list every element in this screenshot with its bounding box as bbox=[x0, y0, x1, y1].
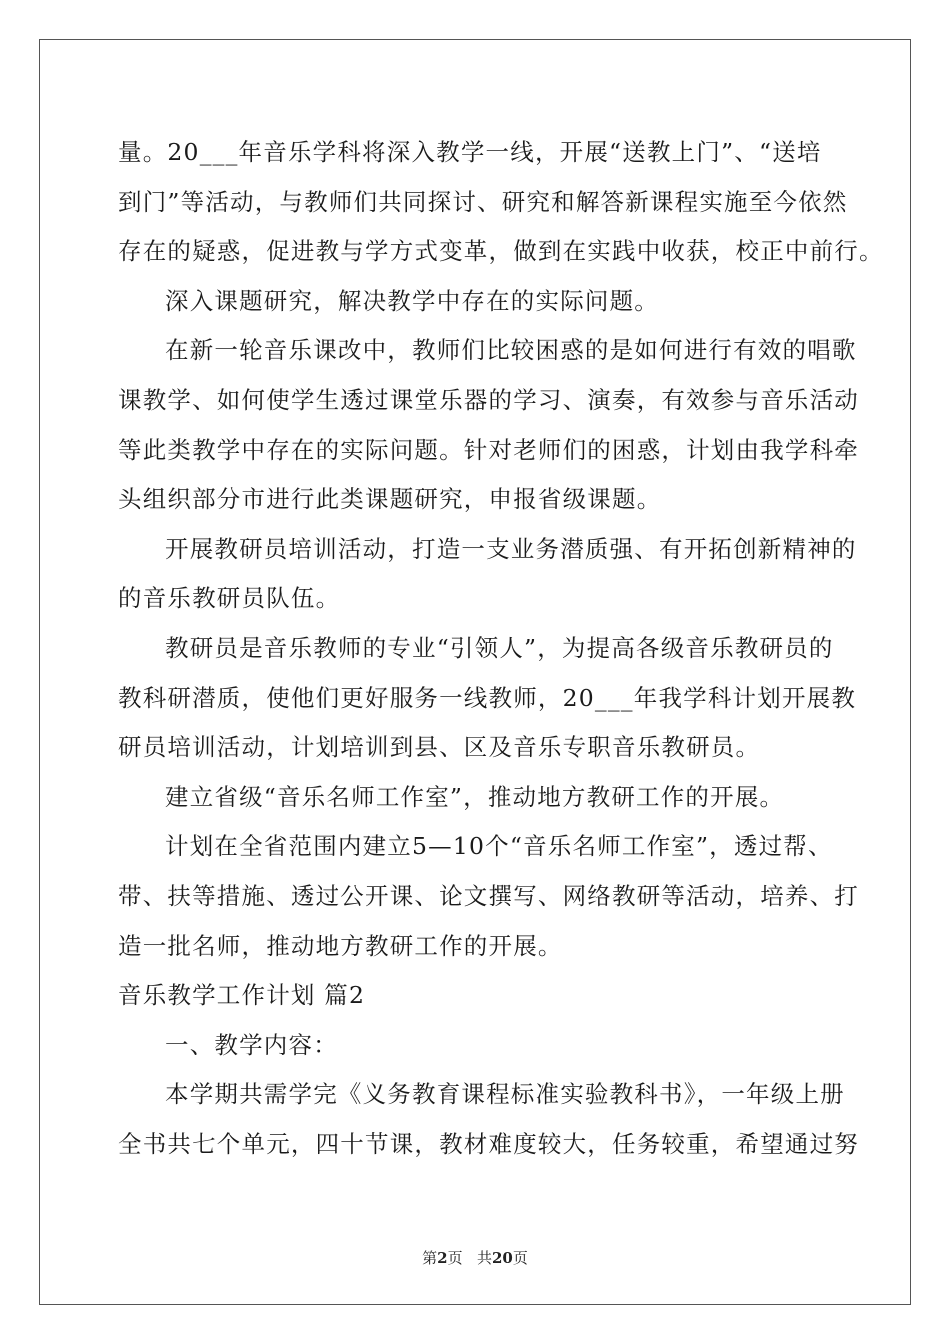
text-line-15: 计划在全省范围内建立5—10个“音乐名师工作室”，透过帮、 bbox=[165, 832, 833, 861]
footer-total-pages: 20 bbox=[491, 1249, 513, 1267]
text-line-2: 到门”等活动，与教师们共同探讨、研究和解答新课程实施至今依然 bbox=[118, 187, 848, 216]
article-title: 音乐教学工作计划 篇2 bbox=[118, 981, 366, 1010]
document-body bbox=[118, 128, 884, 1169]
text-line-11: 教研员是音乐教师的专业“引领人”，为提高各级音乐教研员的 bbox=[165, 633, 834, 662]
section-heading-research: 深入课题研究，解决教学中存在的实际问题。 bbox=[165, 286, 659, 315]
footer-page-suffix: 页 bbox=[447, 1249, 463, 1267]
text-line-5: 在新一轮音乐课改中，教师们比较困惑的是如何进行有效的唱歌 bbox=[165, 336, 857, 365]
text-line-1: 量。20___年音乐学科将深入教学一线，开展“送教上门”、“送培 bbox=[118, 138, 822, 166]
footer-prefix: 第 bbox=[422, 1249, 438, 1267]
footer-total-suffix: 页 bbox=[512, 1249, 528, 1267]
page-footer bbox=[0, 1247, 950, 1268]
footer-total-prefix: 共 bbox=[476, 1249, 492, 1267]
text-line-10: 的音乐教研员队伍。 bbox=[118, 584, 341, 613]
section-heading-training: 开展教研员培训活动，打造一支业务潜质强、有开拓创新精神的 bbox=[165, 534, 857, 563]
section-heading-studio: 建立省级“音乐名师工作室”，推动地方教研工作的开展。 bbox=[165, 782, 785, 811]
text-line-3: 存在的疑惑，促进教与学方式变革，做到在实践中收获，校正中前行。 bbox=[118, 237, 884, 266]
text-line-12: 教科研潜质，使他们更好服务一线教师，20___年我学科计划开展教 bbox=[118, 683, 857, 712]
text-line-8: 头组织部分市进行此类课题研究，申报省级课题。 bbox=[118, 485, 662, 514]
footer-page-number: 2 bbox=[437, 1249, 448, 1267]
text-line-13: 研员培训活动，计划培训到县、区及音乐专职音乐教研员。 bbox=[118, 733, 761, 762]
section-heading-content: 一、教学内容： bbox=[165, 1030, 338, 1059]
text-line-16: 带、扶等措施、透过公开课、论文撰写、网络教研等活动，培养、打 bbox=[118, 881, 859, 910]
text-line-7: 等此类教学中存在的实际问题。针对老师们的困惑，计划由我学科牵 bbox=[118, 435, 859, 464]
text-line-6: 课教学、如何使学生透过课堂乐器的学习、演奏，有效参与音乐活动 bbox=[118, 385, 859, 414]
text-line-21: 全书共七个单元，四十节课，教材难度较大，任务较重，希望通过努 bbox=[118, 1129, 859, 1158]
text-line-17: 造一批名师，推动地方教研工作的开展。 bbox=[118, 931, 563, 960]
text-line-20: 本学期共需学完《义务教育课程标准实验教科书》，一年级上册 bbox=[165, 1080, 845, 1109]
